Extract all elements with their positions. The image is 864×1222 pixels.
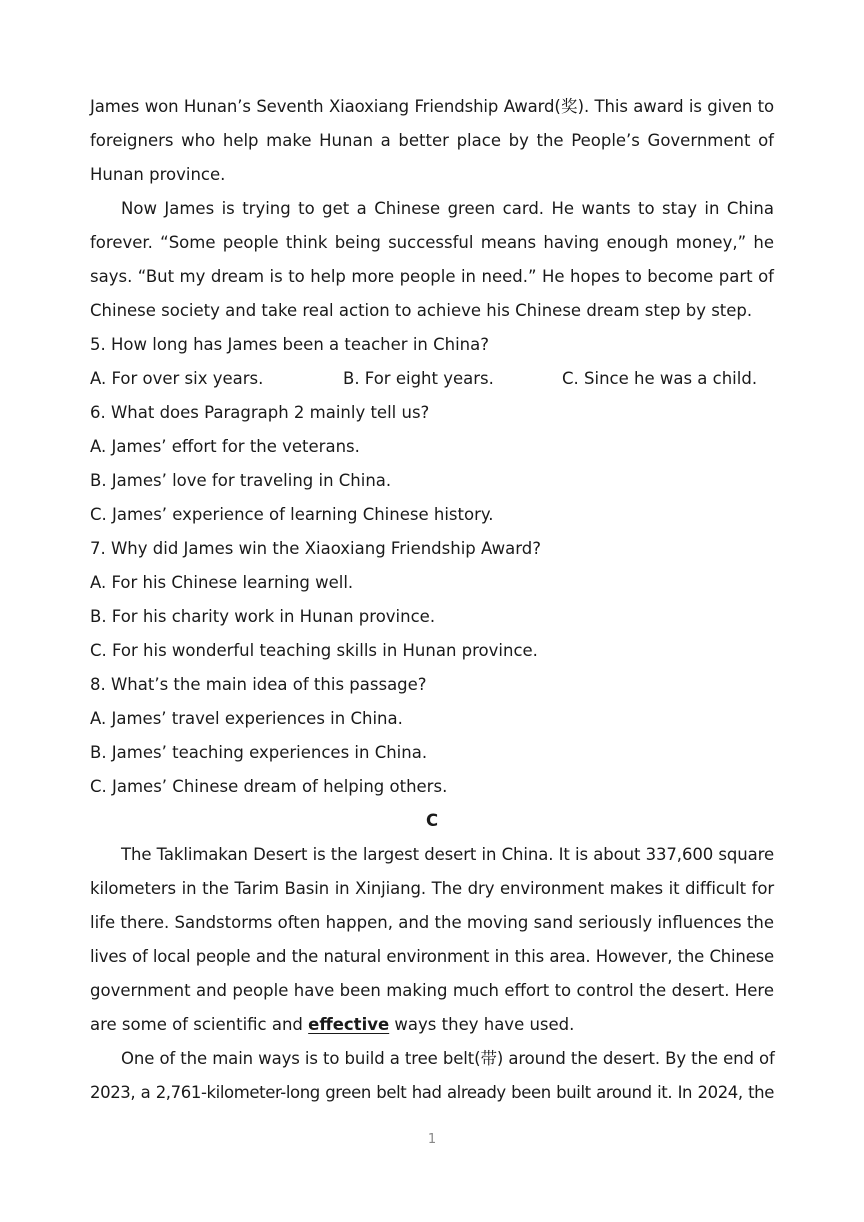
text-line: lives of local people and the natural environment in this area. However, the Chinese (90, 947, 774, 966)
question-stem: 5. How long has James been a teacher in China? (90, 335, 489, 354)
vocab-word-underlined: effective (308, 1015, 390, 1034)
option-a: A. James’ effort for the veterans. (90, 437, 360, 456)
text-line: says. “But my dream is to help more people in need.” He hopes to become part of (90, 267, 774, 286)
question-stem: 7. Why did James win the Xiaoxiang Friendship Award? (90, 539, 541, 558)
passage-b-paragraph-1 (90, 90, 774, 192)
page-number: 1 (427, 1132, 437, 1147)
text-line: Chinese society and take real action to achieve his Chinese dream step by step. (90, 301, 753, 320)
text-segment: are some of scientific and (90, 1015, 309, 1034)
text-line: kilometers in the Tarim Basin in Xinjiang. The dry environment makes it difficult for (90, 879, 774, 898)
passage-b-paragraph-2 (90, 192, 774, 328)
question-stem: 6. What does Paragraph 2 mainly tell us? (90, 403, 430, 422)
text-line: Hunan province. (90, 165, 226, 184)
text-line: One of the main ways is to build a tree belt(带) around the desert. By the end of (121, 1049, 775, 1068)
text-line: forever. “Some people think being successful means having enough money,” he (90, 233, 774, 252)
text-line: James won Hunan’s Seventh Xiaoxiang Friendship Award(奖). This award is given to (90, 97, 774, 116)
question-7 (90, 532, 774, 668)
question-options-row (90, 362, 774, 396)
option-c: C. Since he was a child. (562, 369, 758, 388)
passage-c-paragraph-1 (90, 838, 774, 1042)
question-8 (90, 668, 774, 804)
option-b: B. James’ love for traveling in China. (90, 471, 392, 490)
text-line: foreigners who help make Hunan a better place by the People’s Government of (90, 131, 774, 150)
option-c: C. James’ experience of learning Chinese history. (90, 505, 494, 524)
question-stem: 8. What’s the main idea of this passage? (90, 675, 427, 694)
option-a: A. For his Chinese learning well. (90, 573, 354, 592)
text-line: 2023, a 2,761-kilometer-long green belt had already been built around it. In 2024, the (90, 1083, 774, 1102)
option-c: C. For his wonderful teaching skills in Hunan province. (90, 641, 538, 660)
option-c: C. James’ Chinese dream of helping others. (90, 777, 448, 796)
option-b: B. For eight years. (343, 369, 494, 388)
text-line: government and people have been making much effort to control the desert. Here (90, 981, 774, 1000)
document-page (90, 90, 774, 1110)
text-line: The Taklimakan Desert is the largest desert in China. It is about 337,600 square (121, 845, 774, 864)
option-a: A. For over six years. (90, 369, 264, 388)
text-segment: ways they have used. (389, 1015, 575, 1034)
option-b: B. James’ teaching experiences in China. (90, 743, 428, 762)
text-line: life there. Sandstorms often happen, and the moving sand seriously influences the (90, 913, 774, 932)
text-line: Now James is trying to get a Chinese green card. He wants to stay in China (121, 199, 774, 218)
text-line (90, 1008, 774, 1042)
section-title: C (425, 811, 439, 830)
question-5 (90, 328, 774, 396)
option-a: A. James’ travel experiences in China. (90, 709, 403, 728)
passage-c-paragraph-2 (90, 1042, 774, 1110)
question-6 (90, 396, 774, 532)
option-b: B. For his charity work in Hunan province. (90, 607, 436, 626)
